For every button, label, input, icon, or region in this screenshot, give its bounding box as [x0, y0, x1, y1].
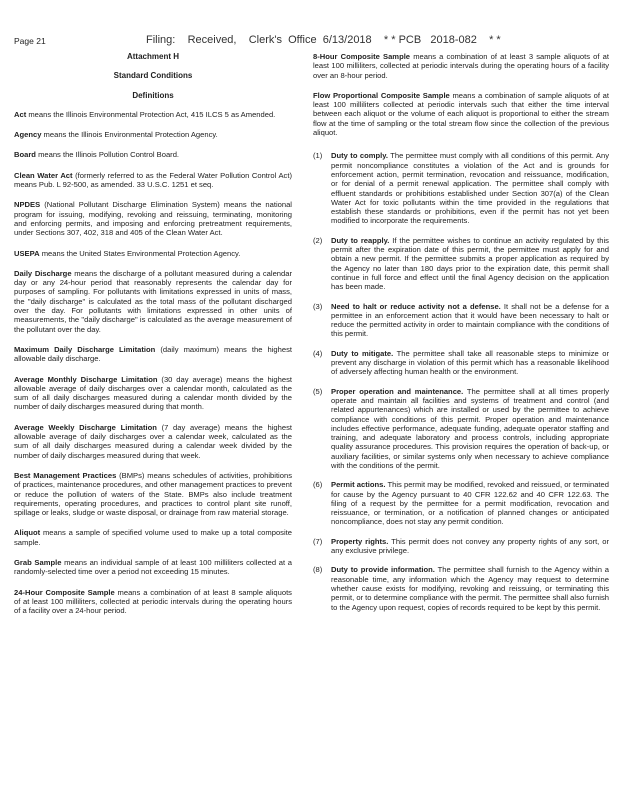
definition-term: Flow Proportional Composite Sample	[313, 90, 450, 100]
page-number: Page 21	[14, 36, 46, 46]
definition-text: (National Pollutant Discharge Elimination System) means the national program for issuing, modifying, revoking and reissuing, terminating, monitoring and enforcing permits, and imposing and enforcing pretreatment requirements, under Sections 307, 402, 318 and 405 of the Clean Water Act.	[14, 200, 292, 238]
condition-text: This permit does not convey any property rights of any sort, or any exclusive privilege.	[331, 536, 609, 556]
definition-daily-discharge	[14, 269, 292, 334]
definition-term: Average Weekly Discharge Limitation	[14, 422, 157, 432]
definition-term: NPDES	[14, 200, 41, 210]
definition-8-hour-composite	[313, 52, 609, 80]
definition-clean-water-act	[14, 171, 292, 190]
definition-npdes	[14, 200, 292, 237]
definition-text: means a sample of specified volume used to make up a total composite sample.	[14, 528, 292, 547]
definition-term: 24-Hour Composite Sample	[14, 587, 115, 597]
definition-term: USEPA	[14, 248, 40, 258]
definition-avg-monthly-discharge	[14, 375, 292, 412]
condition-number: (6)	[313, 480, 323, 490]
condition-need-to-halt	[313, 302, 609, 339]
condition-number: (2)	[313, 235, 323, 245]
filing-stamp: Filing: Received, Clerk's Office 6/13/2018 * * PCB 2018-082 * *	[146, 34, 501, 46]
condition-title: Property rights.	[331, 536, 389, 546]
definition-text: means a combination of sample aliquots of at least 100 milliliters collected at periodic intervals such that either the time interval between each aliquot or the volume of each aliquot is proportional to either the stream flow at the time of sampling or the total stream flow since the collection of the previous aliquot.	[313, 90, 609, 138]
condition-text: The permittee shall take all reasonable steps to minimize or prevent any discharge in violation of this permit which has a reasonable likelihood of adversely affecting human health or the environment.	[331, 348, 609, 377]
definitions-heading: Definitions	[132, 90, 174, 100]
condition-title: Proper operation and maintenance.	[331, 386, 464, 396]
condition-title: Duty to comply.	[331, 151, 389, 161]
definition-agency	[14, 130, 292, 139]
definition-text: means a combination of at least 8 sample aliquots of at least 100 milliliters, collected at periodic intervals during the operating hours of a facility over a 24-hour period.	[14, 587, 292, 616]
definition-term: Daily Discharge	[14, 268, 72, 278]
definition-act	[14, 110, 292, 119]
condition-text: If the permittee wishes to continue an activity regulated by this permit after the expiration date of this permit, the permittee must apply for and obtain a new permit. If the permittee submits a proper application as required by the Agency no later than 180 days prior to the expiration date, this permit shall continue in full force and effect until the final Agency decision on the application has been made.	[331, 235, 609, 292]
definition-text: means a combination of at least 3 sample aliquots of at least 100 milliliters, collected at periodic intervals during the operating hours of a facility over an 8-hour period.	[313, 52, 610, 80]
condition-title: Need to halt or reduce activity not a defense.	[331, 301, 501, 311]
definition-term: Act	[14, 109, 27, 119]
condition-text: The permittee shall furnish to the Agency within a reasonable time, any information which the Agency may request to determine whether cause exists for modifying, revoking and reissuing, or terminating this permit, or to determine compliance with the permit. The permittee shall also furnish to the Agency upon request, copies of records required to be kept by this permit.	[331, 565, 610, 612]
definition-term: Board	[14, 150, 36, 160]
definition-max-daily-discharge	[14, 345, 292, 364]
condition-property-rights	[313, 537, 609, 556]
definition-avg-weekly-discharge	[14, 423, 292, 460]
definition-24-hour-composite	[14, 588, 292, 616]
definition-term: Maximum Daily Discharge Limitation	[14, 344, 156, 354]
definition-flow-proportional	[313, 91, 609, 137]
definition-text: (daily maximum) means the highest allowable daily discharge.	[14, 344, 292, 364]
condition-number: (1)	[313, 151, 323, 161]
condition-text: This permit may be modified, revoked and reissued, or terminated for cause by the Agency pursuant to 40 CFR 122.62 and 40 CFR 122.63. The filing of a request by the permittee for a permit modification, revocation and reissuance, or termination, or a notification of planned changes or anticipated noncompliance, does not stay any permit condition.	[331, 480, 609, 527]
definition-text: means the Illinois Environmental Protection Act, 415 ILCS 5 as Amended.	[26, 109, 276, 119]
definition-term: Average Monthly Discharge Limitation	[14, 374, 158, 384]
condition-number: (5)	[313, 386, 323, 396]
condition-text: The permittee must comply with all conditions of this permit. Any permit noncompliance constitutes a violation of the Act and is grounds for enforcement action, permit termination, revocation and reissuance, modification, or for denial of a permit renewal application. The permittee shall comply with effluent standards or prohibitions established under Section 307(a) of the Clean Water Act for toxic pollutants within the time provided in the regulations that establish these standards or prohibitions, even if the permit has not yet been modified to incorporate the requirements.	[331, 151, 609, 226]
definition-text: means the discharge of a pollutant measured during a calendar day or any 24-hour period that reasonably represents the calendar day for purposes of sampling. For pollutants with limitations expressed in units of mass, the "daily discharge" is calculated as the total mass of the pollutant discharged over the day. For pollutants with limitations expressed in other units of measurements, the "daily discharge" is calculated as the average measurement of the pollutant over the day.	[14, 268, 292, 334]
definition-text: means an individual sample of at least 100 milliliters collected at a randomly-selected time over a period not exceeding 15 minutes.	[14, 557, 292, 577]
condition-title: Duty to reapply.	[331, 235, 390, 245]
condition-title: Duty to provide information.	[331, 565, 435, 575]
condition-duty-to-reapply	[313, 236, 609, 292]
condition-number: (4)	[313, 348, 323, 358]
standard-conditions-heading: Standard Conditions	[113, 71, 193, 81]
condition-duty-to-provide-info	[313, 565, 609, 611]
condition-text: It shall not be a defense for a permittee in an enforcement action that it would have been necessary to halt or reduce the permitted activity in order to maintain compliance with the conditions of this permit.	[331, 301, 609, 339]
definition-grab-sample	[14, 558, 292, 577]
condition-proper-operation	[313, 387, 609, 471]
condition-number: (8)	[313, 565, 323, 575]
page-header	[14, 34, 604, 48]
definition-aliquot	[14, 528, 292, 547]
definition-text: (BMPs) means schedules of activities, prohibitions of practices, maintenance procedures, and other management practices to prevent or reduce the pollution of waters of the State. BMPs also include treatment requirements, operating procedures, and practices to control plant site runoff, spillage or leaks, sludge or waste disposal, or drainage from raw material storage.	[14, 470, 292, 518]
left-column	[14, 52, 292, 626]
condition-permit-actions	[313, 480, 609, 526]
definition-text: (formerly referred to as the Federal Water Pollution Control Act) means Pub. L 92-500, as amended. 33 U.S.C. 1251 et seq.	[14, 170, 292, 190]
attachment-heading: Attachment H	[126, 52, 179, 61]
definition-term: 8-Hour Composite Sample	[313, 52, 411, 61]
right-column	[313, 52, 609, 622]
condition-number: (3)	[313, 301, 323, 311]
definition-term: Grab Sample	[14, 557, 62, 567]
definition-bmps	[14, 471, 292, 517]
condition-title: Duty to mitigate.	[331, 348, 394, 358]
definition-term: Best Management Practices	[14, 470, 117, 480]
condition-number: (7)	[313, 536, 323, 546]
definition-term: Agency	[14, 130, 42, 140]
definition-term: Clean Water Act	[14, 170, 73, 180]
condition-duty-to-comply	[313, 151, 609, 225]
condition-duty-to-mitigate	[313, 349, 609, 377]
definition-text: (30 day average) means the highest allowable average of daily discharges over a calendar month, calculated as the sum of all daily discharges measured during a calendar month divided by the number of daily discharges measured during that month.	[14, 374, 292, 412]
definition-board	[14, 150, 292, 159]
definition-term: Aliquot	[14, 528, 41, 538]
condition-text: The permittee shall at all times properly operate and maintain all facilities and systems of treatment and control (and related appurtenances) which are installed or used by the permittee to achieve compliance with conditions of this permit. Proper operation and maintenance includes effective performance, adequate funding, adequate operator staffing and training, and adequate laboratory and process controls, including appropriate quality assurance procedures. This provision requires the operation of back-up, or auxiliary facilities, or similar systems only when necessary to achieve compliance with the conditions of the permit.	[331, 386, 610, 470]
definition-text: means the Illinois Pollution Control Board.	[35, 150, 180, 160]
definition-usepa	[14, 249, 292, 258]
definition-text: (7 day average) means the highest allowable average of daily discharges over a calendar week, calculated as the sum of all daily discharges measured during a calendar week divided by the number of daily discharges measured during that week.	[14, 422, 292, 460]
definition-text: means the Illinois Environmental Protection Agency.	[41, 130, 218, 140]
definition-text: means the United States Environmental Protection Agency.	[39, 248, 241, 258]
condition-title: Permit actions.	[331, 480, 386, 490]
